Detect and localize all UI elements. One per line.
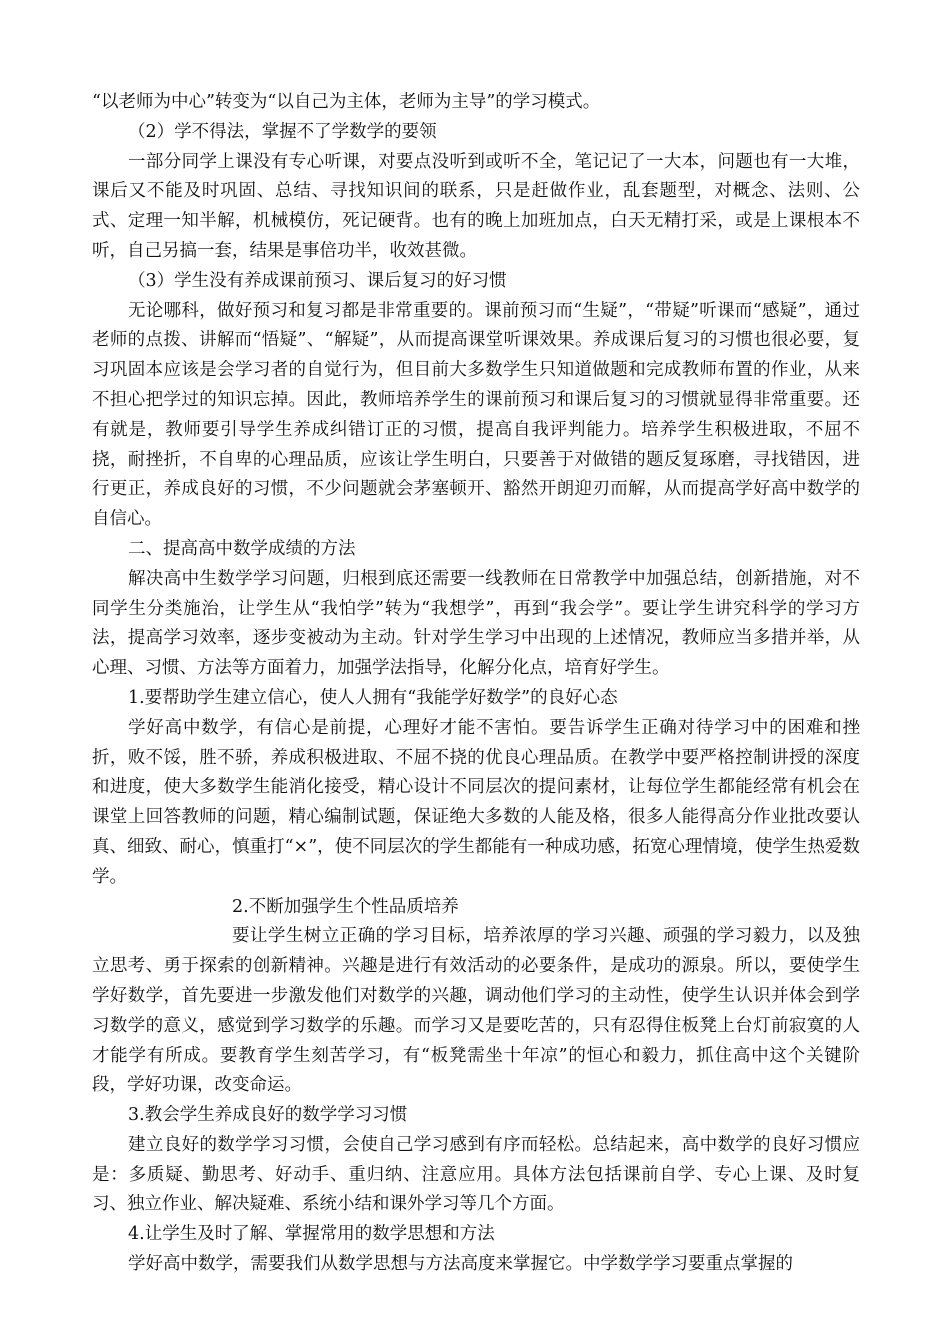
subheading-2: （2）学不得法，掌握不了学数学的要领 <box>128 121 437 142</box>
section-heading: 二、提高高中数学成绩的方法 <box>128 538 356 559</box>
paragraph-continuation: “以老师为中心”转变为“以自己为主体，老师为主导”的学习模式。 <box>92 92 601 112</box>
paragraph-body: 学好高中数学，有信心是前提，心理好才能不害怕。要告诉学生正确对待学习中的困难和挫折，败不馁，胜不骄，养成积极进取、不屈不挠的优良心理品质。在教学中要严格控制讲授的深度和进度，使大多数学生能消化接受，精心设计不同层次的提问素材，让每位学生都能经常有机会在课堂上回答教师的问题，精心编制试题，保证绝大多数的人能及格，很多人能得高分作业批改要认真、细致、耐心，慎重打“×”，使不同层次的学生都能有一种成功感，拓宽心理情境，使学生热爱数学。 <box>92 717 860 887</box>
paragraph-body: 解决高中生数学学习问题，归根到底还需要一线教师在日常教学中加强总结，创新措施，对不同学生分类施治，让学生从“我怕学”转为“我想学”，再到“我会学”。要让学生讲究科学的学习方法，提高学习效率，逐步变被动为主动。针对学生学习中出现的上述情况，教师应当多措并举，从心理、习惯、方法等方面着力，加强学法指导，化解分化点，培育好学生。 <box>92 568 860 679</box>
paragraph-body: 无论哪科，做好预习和复习都是非常重要的。课前预习而“生疑”，“带疑”听课而“感疑”，通过老师的点拨、讲解而“悟疑”、“解疑”，从而提高课堂听课效果。养成课后复习的习惯也很必要，复习巩固本应该是会学习者的自觉行为，但目前大多数学生只知道做题和完成教师布置的作业，从来不担心把学过的知识忘掉。因此，教师培养学生的课前预习和课后复习的习惯就显得非常重要。还有就是，教师要引导学生养成纠错订正的习惯，提高自我评判能力。培养学生积极进取，不屈不挠，耐挫折，不自卑的心理品质，应该让学生明白，只要善于对做错的题反复琢磨，寻找错因，进行更正，养成良好的习惯，不少问题就会茅塞顿开、豁然开朗迎刃而解，从而提高学好高中数学的自信心。 <box>92 300 860 530</box>
paragraph-body: 学好高中数学，需要我们从数学思想与方法高度来掌握它。中学数学学习要重点掌握的 <box>128 1254 793 1275</box>
method-heading-4: 4.让学生及时了解、掌握常用的数学思想和方法 <box>128 1224 495 1245</box>
paragraph-body: 建立良好的数学学习习惯，会使自己学习感到有序而轻松。总结起来，高中数学的良好习惯应是：多质疑、勤思考、好动手、重归纳、注意应用。具体方法包括课前自学、专心上课、及时复习、独立作业、解决疑难、系统小结和课外学习等几个方面。 <box>92 1134 860 1215</box>
subheading-3: （3）学生没有养成课前预习、课后复习的好习惯 <box>128 270 507 291</box>
paragraph-body: 一部分同学上课没有专心听课，对要点没听到或听不全，笔记记了一大本，问题也有一大堆，课后又不能及时巩固、总结、寻找知识间的联系，只是赶做作业，乱套题型，对概念、法则、公式、定理一知半解，机械模仿，死记硬背。也有的晚上加班加点，白天无精打采，或是上课根本不听，自己另搞一套，结果是事倍功半，收效甚微。 <box>92 151 860 261</box>
method-heading-2: 2.不断加强学生个性品质培养 <box>232 896 459 917</box>
paragraph-body: 要让学生树立正确的学习目标，培养浓厚的学习兴趣、顽强的学习毅力，以及独立思考、勇于探索的创新精神。兴趣是进行有效活动的必要条件，是成功的源泉。所以，要使学生学好数学，首先要进一步激发他们对数学的兴趣，调动他们学习的主动性，使学生认识并体会到学习数学的意义，感觉到学习数学的乐趣。而学习又是要吃苦的，只有忍得住板凳上台灯前寂寞的人才能学有所成。要教育学生刻苦学习，有“板凳需坐十年凉”的恒心和毅力，抓住高中这个关键阶段，学好功课，改变命运。 <box>92 926 860 1096</box>
method-heading-3: 3.教会学生养成良好的数学学习习惯 <box>128 1105 408 1126</box>
method-heading-1: 1.要帮助学生建立信心，使人人拥有“我能学好数学”的良好心态 <box>128 687 618 708</box>
document-body <box>92 88 860 1280</box>
